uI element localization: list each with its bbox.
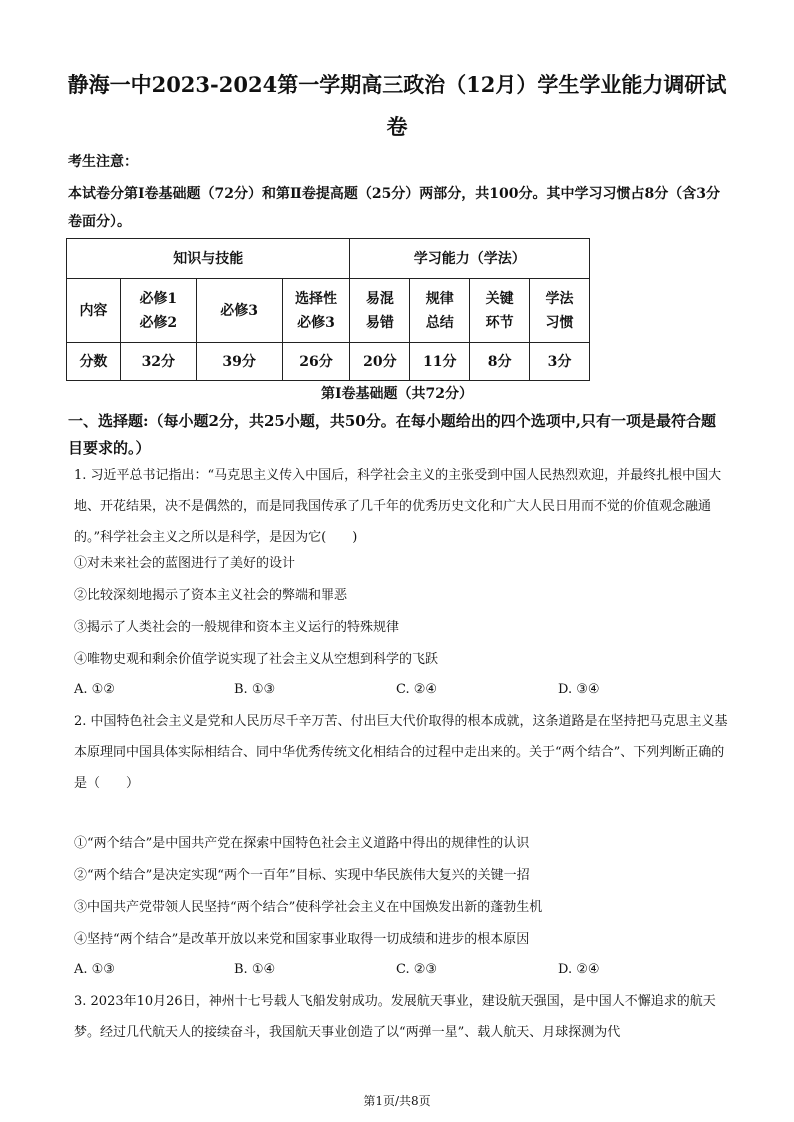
table-cell: 规律 总结: [410, 279, 470, 343]
score-distribution-table: [66, 238, 590, 381]
table-cell: 11分: [410, 343, 470, 381]
question-2-stem: 2. 中国特色社会主义是党和人民历尽千辛万苦、付出巨大代价取得的根本成就，这条道路是在坚持把马克思主义基本原理同中国具体实际相结合、同中华优秀传统文化相结合的过程中走出来的。关于“两个结合”、下列判断正确的是（ ）: [74, 714, 728, 791]
question-2-item-1: ①“两个结合”是中国共产党在探索中国特色社会主义道路中得出的规律性的认识: [74, 836, 530, 851]
question-1-choices: [0, 682, 794, 702]
table-content-row: [67, 279, 590, 343]
table-header-row: [67, 239, 590, 279]
question-2-item-4: ④坚持“两个结合”是改革开放以来党和国家事业取得一切成绩和进步的根本原因: [74, 932, 530, 947]
question-1-stem: 1. 习近平总书记指出：“马克思主义传入中国后，科学社会主义的主张受到中国人民热烈欢迎，并最终扎根中国大地、开花结果，决不是偶然的，而是同我国传承了几千年的优秀历史文化和广大人民日用而不觉的价值观念融通的。”科学社会主义之所以是科学，是因为它( ): [74, 468, 722, 545]
section-title: 第Ⅰ卷基础题（共72分）: [320, 386, 474, 402]
question-1-choice-a[interactable]: A. ①②: [74, 682, 115, 697]
question-3-stem: 3. 2023年10月26日，神州十七号载人飞船发射成功。发展航天事业，建设航天强国，是中国人不懈追求的航天梦。经过几代航天人的接续奋斗，我国航天事业创造了以“两弹一星”、载人航天、月球探测为代: [74, 994, 716, 1040]
table-cell: 39分: [196, 343, 282, 381]
question-1-choice-b[interactable]: B. ①③: [234, 682, 276, 697]
exam-intro: 本试卷分第Ⅰ卷基础题（72分）和第Ⅱ卷提高题（25分）两部分，共100分。其中学习习惯占8分（含3分卷面分）。: [68, 186, 721, 230]
table-cell: 20分: [350, 343, 410, 381]
question-1-item-4: ④唯物史观和剩余价值学说实现了社会主义从空想到科学的飞跃: [74, 652, 439, 667]
question-2-choice-a[interactable]: A. ①③: [74, 962, 115, 977]
table-cell: 选择性 必修3: [282, 279, 350, 343]
question-2-item-3: ③中国共产党带领人民坚持“两个结合”使科学社会主义在中国焕发出新的蓬勃生机: [74, 900, 543, 915]
exam-title: [0, 64, 794, 148]
question-2-choice-d[interactable]: D. ②④: [558, 962, 600, 977]
question-1-item-3: ③揭示了人类社会的一般规律和资本主义运行的特殊规律: [74, 620, 400, 635]
table-cell: 必修3: [196, 279, 282, 343]
table-cell: 26分: [282, 343, 350, 381]
table-cell: 关键 环节: [470, 279, 530, 343]
question-1-choice-d[interactable]: D. ③④: [558, 682, 600, 697]
question-1-item-1: ①对未来社会的蓝图进行了美好的设计: [74, 556, 296, 571]
table-cell: 8分: [470, 343, 530, 381]
notice-label: 考生注意：: [68, 154, 138, 170]
question-2-choices: [0, 962, 794, 982]
table-cell: 32分: [120, 343, 196, 381]
exam-title-line2: 卷: [386, 114, 408, 139]
table-cell: 易混 易错: [350, 279, 410, 343]
exam-title-line1: 静海一中2023-2024第一学期高三政治（12月）学生学业能力调研试: [67, 72, 727, 97]
question-1-choice-c[interactable]: C. ②④: [396, 682, 438, 697]
row-label-content: 内容: [67, 279, 121, 343]
page-number-footer: 第1页/共8页: [363, 1094, 431, 1108]
table-cell: 3分: [530, 343, 590, 381]
row-label-score: 分数: [67, 343, 121, 381]
section-heading: 一、选择题:（每小题2分，共25小题，共50分。在每小题给出的四个选项中,只有一项是最符合题目要求的。）: [68, 412, 716, 457]
table-score-row: [67, 343, 590, 381]
group-learning-ability: 学习能力（学法）: [350, 239, 590, 279]
table-cell: 学法 习惯: [530, 279, 590, 343]
question-2-choice-c[interactable]: C. ②③: [396, 962, 438, 977]
question-1-item-2: ②比较深刻地揭示了资本主义社会的弊端和罪恶: [74, 588, 348, 603]
table-cell: 必修1 必修2: [120, 279, 196, 343]
group-knowledge-skills: 知识与技能: [67, 239, 350, 279]
question-2-item-2: ②“两个结合”是决定实现“两个一百年”目标、实现中华民族伟大复兴的关键一招: [74, 868, 530, 883]
question-2-choice-b[interactable]: B. ①④: [234, 962, 276, 977]
